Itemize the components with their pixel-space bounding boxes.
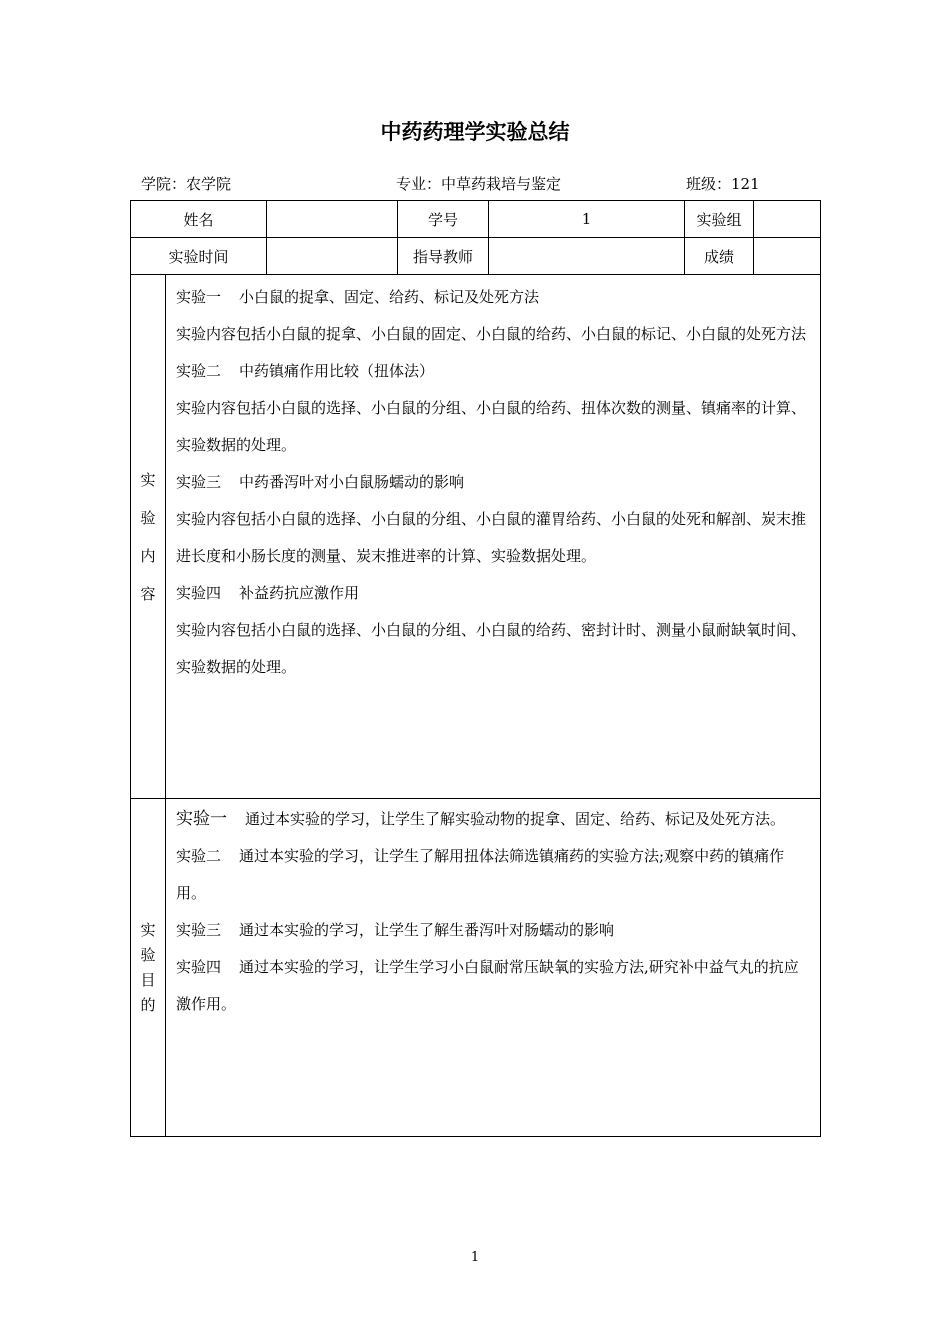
experiment-3-heading: 实验三 中药番泻叶对小白鼠肠蠕动的影响	[176, 473, 465, 491]
student-id-label: 学号	[398, 201, 489, 238]
major-info: 专业：中草药栽培与鉴定	[396, 175, 562, 193]
content-section-body	[166, 275, 821, 799]
content-section-label: 实 验 内 容	[131, 275, 166, 799]
teacher-label: 指导教师	[398, 238, 489, 275]
name-value	[267, 201, 398, 238]
page-title: 中药药理学实验总结	[380, 120, 570, 144]
experiment-4-heading: 实验四 补益药抗应激作用	[176, 584, 360, 602]
time-value	[267, 238, 398, 275]
score-label: 成绩	[685, 238, 754, 275]
experiment-3-desc: 实验内容包括小白鼠的选择、小白鼠的分组、小白鼠的灌胃给药、小白鼠的处死和解剖、炭末推进长度和小肠长度的测量、炭末推进率的计算、实验数据处理。	[176, 510, 807, 565]
page-number: 1	[470, 1250, 480, 1265]
purpose-section-label: 实 验 目 的	[131, 799, 166, 1137]
experiment-2-heading: 实验二 中药镇痛作用比较（扭体法）	[176, 362, 435, 380]
purpose-3: 实验三 通过本实验的学习，让学生了解生番泻叶对肠蠕动的影响	[176, 921, 615, 939]
purpose-4: 实验四 通过本实验的学习，让学生学习小白鼠耐常压缺氧的实验方法,研究补中益气丸的抗应激作用。	[176, 958, 799, 1013]
experiment-4-desc: 实验内容包括小白鼠的选择、小白鼠的分组、小白鼠的给药、密封计时、测量小鼠耐缺氧时间、实验数据的处理。	[176, 621, 807, 676]
purpose-section-body	[166, 799, 821, 1137]
student-id-value: 1	[489, 201, 685, 238]
experiment-1-desc: 实验内容包括小白鼠的捉拿、小白鼠的固定、小白鼠的给药、小白鼠的标记、小白鼠的处死方法	[176, 325, 807, 343]
score-value	[754, 238, 821, 275]
name-label: 姓名	[131, 201, 267, 238]
college-info: 学院：农学院	[141, 175, 232, 193]
class-info: 班级：121	[686, 175, 760, 193]
experiment-1-heading: 实验一 小白鼠的捉拿、固定、给药、标记及处死方法	[176, 288, 540, 306]
purpose-row	[131, 799, 821, 1137]
group-label: 实验组	[685, 201, 754, 238]
teacher-value	[489, 238, 685, 275]
header-row-2	[131, 238, 821, 275]
content-row	[131, 275, 821, 799]
summary-table	[130, 200, 821, 1137]
experiment-2-desc: 实验内容包括小白鼠的选择、小白鼠的分组、小白鼠的给药、扭体次数的测量、镇痛率的计算、实验数据的处理。	[176, 399, 807, 454]
purpose-1: 实验一 通过本实验的学习，让学生了解实验动物的捉拿、固定、给药、标记及处死方法。	[176, 809, 786, 829]
time-label: 实验时间	[131, 238, 267, 275]
purpose-2: 实验二 通过本实验的学习，让学生了解用扭体法筛选镇痛药的实验方法;观察中药的镇痛作用。	[176, 847, 785, 902]
header-row-1	[131, 201, 821, 238]
group-value	[754, 201, 821, 238]
